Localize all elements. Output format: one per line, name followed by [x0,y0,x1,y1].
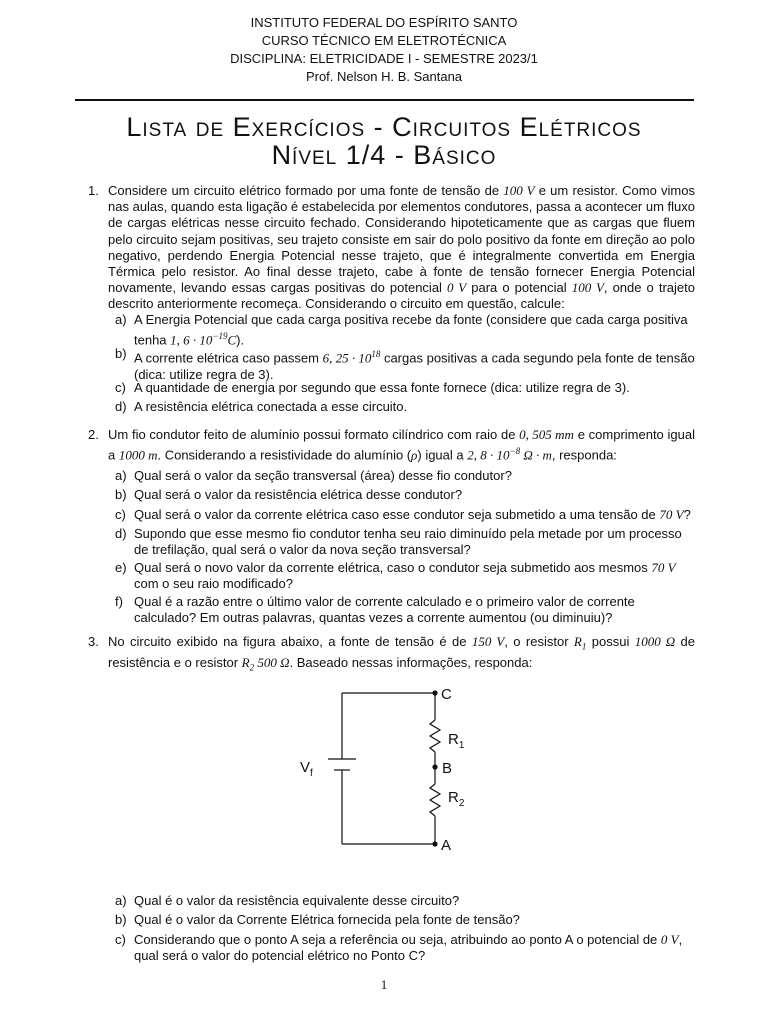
item-text [134,560,696,592]
item-text: Qual será o valor da seção transversal (área) desse fio condutor? [134,468,512,483]
question-3-text [108,634,695,676]
math-span: ρ [411,447,418,463]
math-span: R [573,634,582,649]
math-span: 70 V [651,560,676,575]
math-span: 500 Ω [254,654,290,670]
item-label: d) [115,526,127,541]
text-span: possui [586,634,635,649]
text-span: e um resistor. Como vimos nas aulas, quando esta ligação é estabelecida por elementos condutores, passa a acontecer um fluxo de cargas elétricas nesse circuito fechado. Considerando hipoteticamente que as cargas que fluem pelo circuito sejam positivas, seu trajeto consiste em sair do polo positivo da fonte em direção ao polo negativo, perdendo Energia Potencial nesse trajeto, que é integralmente convertida em Energia Térmica pelo resistor. Ao final desse trajeto, cabe à fonte de tensão fornecer Energia Potencial novamente, levando essas cargas positivas do potencial [108,183,695,296]
text-span: cargas positivas a cada segundo pela fonte de tensão (dica: utilize regra de 3). [134,350,695,382]
label-r2-sub: 2 [458,798,465,809]
institution-name: INSTITUTO FEDERAL DO ESPÍRITO SANTO [250,15,518,30]
text-span: . Baseado nessas informações, responda: [289,654,533,670]
label-r1 [448,731,465,751]
math-span: 1000 Ω [634,634,676,649]
item-label: a) [115,312,127,327]
math-span: 1000 m [118,447,158,463]
label-c: C [441,686,452,703]
text-span: , qual será o valor do potencial elétrico no Ponto C? [134,932,683,964]
item-label: c) [115,507,126,522]
label-r1-main: R [448,731,459,748]
item-text [134,312,696,349]
circuit-diagram [280,680,480,855]
text-span: , onde o trajeto descrito anteriormente recomeça. Considerando o circuito em questão, calcule: [108,280,695,312]
item-label: b) [115,346,127,361]
math-span: 0 V [447,280,467,296]
item-label: b) [115,487,127,502]
item-text: Qual é o valor da resistência equivalente desse circuito? [134,893,460,908]
text-span: ). [236,332,245,348]
label-b: B [442,760,453,777]
text-span: de resistência e o resistor [108,634,696,670]
course-name: CURSO TÉCNICO EM ELETROTÉCNICA [261,33,507,48]
item-label: f) [115,594,123,609]
item-label: a) [115,893,127,908]
question-1-number: 1. [88,183,99,198]
math-span: Ω · m [520,447,552,463]
text-span: ? [683,507,691,522]
discipline-name: DISCIPLINA: ELETRICIDADE I - SEMESTRE 2023/1 [230,51,538,66]
text-span: . Considerando a resistividade do alumínio ( [157,447,412,463]
item-label: b) [115,912,127,927]
question-1-text [108,183,695,313]
math-superscript: −19 [212,331,228,342]
text-span: No circuito exibido na figura abaixo, a fonte de tensão é de [108,634,472,649]
node-b [432,764,437,769]
text-span: , responda: [551,447,617,463]
question-2-text [108,427,695,464]
text-span: ) igual a [417,447,468,463]
math-span: 1, 6 · 10 [170,332,213,348]
item-text: Supondo que esse mesmo fio condutor tenha seu raio diminuído pela metade por um processo de trefilação, qual será o valor da nova seção transversal? [134,526,682,558]
math-span: 6, 25 · 10 [322,350,372,366]
node-a [432,841,437,846]
item-text [134,932,696,964]
item-text [134,346,696,383]
item-text: Qual é o valor da Corrente Elétrica fornecida pela fonte de tensão? [134,912,520,927]
item-label: a) [115,468,127,483]
text-span: Considere um circuito elétrico formado por uma fonte de tensão de [108,183,504,198]
label-r2 [448,789,465,809]
text-span: Qual será o valor da corrente elétrica caso esse condutor seja submetido a uma tensão de [134,507,660,522]
label-vf-sub: f [310,768,313,779]
item-text [134,507,696,523]
item-label: c) [115,932,126,947]
resistor-r1 [430,720,440,752]
math-span: 2, 8 · 10 [467,447,510,463]
label-vf [300,759,313,779]
math-span: 70 V [659,507,684,522]
math-superscript: 18 [371,349,381,359]
math-span: 0 V [660,932,679,947]
item-text: A resistência elétrica conectada a esse circuito. [134,399,408,414]
text-span: , o resistor [504,634,574,649]
text-span: para o potencial [466,280,572,296]
label-r1-sub: 1 [458,740,465,751]
text-span: Considerando que o ponto A seja a referência ou seja, atribuindo ao ponto A o potencial de [134,932,661,947]
text-span: A corrente elétrica caso passem [134,350,323,366]
item-text: A quantidade de energia por segundo que essa fonte fornece (dica: utilize regra de 3). [134,380,630,395]
math-span: R [241,654,250,670]
text-span: e comprimento igual a [108,427,695,463]
text-span: Qual será o novo valor da corrente elétrica, caso o condutor seja submetido aos mesmos [134,560,652,575]
math-span: 150 V [471,634,505,649]
item-text: Qual é a razão entre o último valor de corrente calculado e o primeiro valor de corrente calculado? Em outras palavras, quantas vezes a corrente aumentou (ou diminuiu)? [134,594,635,626]
math-span: C [227,332,237,348]
item-label: d) [115,399,127,414]
document-header [0,14,768,86]
math-superscript: −8 [509,446,521,457]
question-2-number: 2. [88,427,99,442]
text-span: com o seu raio modificado? [134,576,293,592]
math-subscript: 1 [581,641,587,652]
label-r2-main: R [448,789,459,806]
professor-name: Prof. Nelson H. B. Santana [305,69,463,84]
title-line-1: Lista de Exercícios - Circuitos Elétricos [126,112,642,142]
question-3-number: 3. [88,634,99,649]
page-number: 1 [380,977,388,992]
item-label: c) [115,380,126,395]
node-c [432,690,437,695]
text-span: A Energia Potencial que cada carga positiva recebe da fonte (considere que cada carga positiva tenha [134,312,688,348]
resistor-r2 [430,784,440,816]
math-span: 100 V [571,280,604,296]
item-text: Qual será o valor da resistência elétrica desse condutor? [134,487,463,502]
text-span: Um fio condutor feito de alumínio possui formato cilíndrico com raio de [108,427,520,442]
title-line-2: Nível 1/4 - Básico [271,140,497,170]
page-title [0,113,768,169]
math-subscript: 2 [249,662,255,673]
math-span: 0, 505 mm [519,427,574,442]
label-a: A [441,837,452,854]
label-vf-main: V [300,759,311,776]
math-span: 100 V [503,183,535,198]
item-label: e) [115,560,127,575]
header-divider [75,99,694,101]
